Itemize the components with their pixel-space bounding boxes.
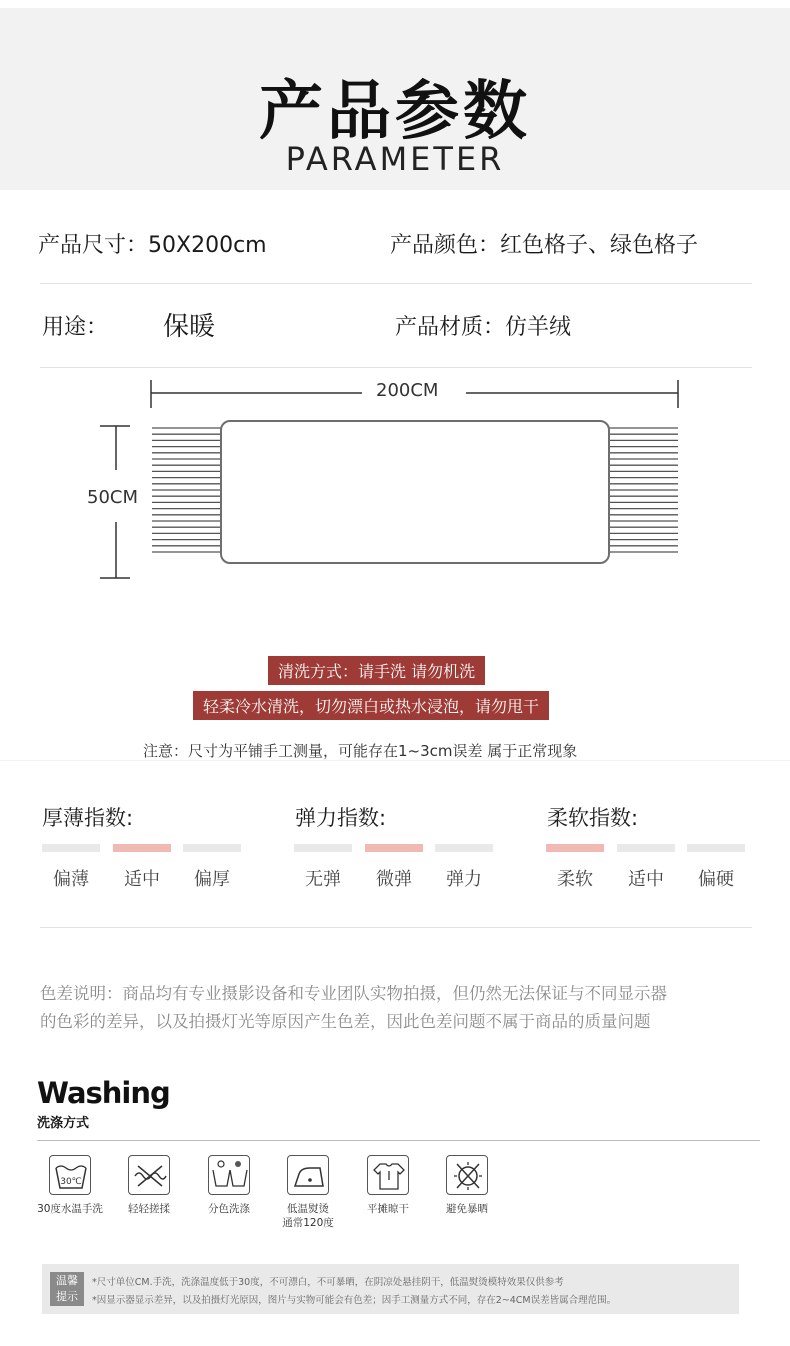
index-option: 偏硬 <box>698 869 734 890</box>
measurement-note: 注意：尺寸为平铺手工测量，可能存在1~3cm误差 属于正常现象 <box>143 742 578 760</box>
index-bar <box>42 844 100 852</box>
divider <box>0 760 790 761</box>
divider <box>40 927 752 928</box>
tips-box <box>42 1264 739 1314</box>
scarf-body <box>220 420 610 564</box>
tips-line: *因显示器显示差异，以及拍摄灯光原因，图片与实物可能会有色差；因手工测量方式不同，存在2~4CM误差皆属合理范围。 <box>92 1295 617 1306</box>
avoid-sun-icon <box>446 1155 488 1195</box>
hand-wash-temp: 30℃ <box>60 1177 82 1187</box>
index-title: 柔软指数: <box>547 806 639 830</box>
hand-wash-30-icon <box>49 1155 91 1195</box>
index-option: 微弹 <box>376 869 412 890</box>
page-subtitle: PARAMETER <box>285 140 505 178</box>
spec-material-value: 仿羊绒 <box>505 315 572 340</box>
spec-color-label: 产品颜色： <box>390 233 501 258</box>
wash-method-label: 清洗方式：请手洗 请勿机洗 <box>268 656 485 685</box>
disclaimer-line: 的色彩的差异，以及拍摄灯光等原因产生色差，因此色差问题不属于商品的质量问题 <box>40 1012 651 1031</box>
index-option: 偏厚 <box>194 869 230 890</box>
spec-use-label: 用途： <box>42 315 109 340</box>
wash-caption: 分色洗涤 <box>208 1203 250 1215</box>
spec-use-value: 保暖 <box>163 312 216 342</box>
index-title: 弹力指数: <box>295 806 387 830</box>
flat-dry-icon <box>367 1155 409 1195</box>
spec-color-value: 红色格子、绿色格子 <box>500 233 699 258</box>
index-option: 弹力 <box>446 869 482 890</box>
tips-line: *尺寸单位CM.手洗，洗涤温度低于30度，不可漂白，不可暴晒，在阴凉处悬挂阴干，低温熨烫模特效果仅供参考 <box>92 1277 564 1288</box>
index-bar <box>365 844 423 852</box>
index-bar <box>546 844 604 852</box>
wash-caption: 避免暴晒 <box>446 1203 488 1215</box>
washing-title: Washing <box>37 1076 170 1110</box>
washing-subtitle: 洗涤方式 <box>37 1116 90 1131</box>
gentle-wring-icon <box>128 1155 170 1195</box>
disclaimer-line: 色差说明：商品均有专业摄影设备和专业团队实物拍摄，但仍然无法保证与不同显示器 <box>40 984 667 1003</box>
fringe-left <box>152 428 222 552</box>
index-title: 厚薄指数: <box>42 806 134 830</box>
index-bar <box>617 844 675 852</box>
index-bar <box>687 844 745 852</box>
spec-size-value: 50X200cm <box>148 233 267 258</box>
index-option: 适中 <box>628 869 664 890</box>
length-dimension: 200CM <box>376 380 439 401</box>
index-option: 柔软 <box>557 869 593 890</box>
separate-wash-icon <box>208 1155 250 1195</box>
index-bar <box>183 844 241 852</box>
low-iron-icon <box>287 1155 329 1195</box>
divider <box>37 1140 760 1141</box>
index-bar <box>435 844 493 852</box>
fringe-right <box>608 428 678 552</box>
index-option: 适中 <box>124 869 160 890</box>
index-bar <box>294 844 352 852</box>
spec-material-label: 产品材质： <box>395 315 506 340</box>
spec-size-label: 产品尺寸： <box>38 233 149 258</box>
tips-badge-line: 温馨 <box>56 1274 78 1287</box>
width-dimension: 50CM <box>87 487 139 508</box>
wash-caption: 30度水温手洗 <box>37 1203 103 1215</box>
wash-caption: 平摊晾干 <box>367 1203 409 1215</box>
index-option: 偏薄 <box>53 869 89 890</box>
page-title: 产品参数 <box>259 75 531 149</box>
wash-detail-label: 轻柔冷水清洗，切勿漂白或热水浸泡，请勿甩干 <box>193 691 549 720</box>
tips-badge-line: 提示 <box>56 1290 78 1303</box>
tips-badge <box>50 1272 84 1306</box>
wash-caption: 轻轻搓揉 <box>128 1203 170 1215</box>
color-disclaimer <box>40 980 770 1036</box>
index-option: 无弹 <box>305 869 341 890</box>
wash-caption: 低温熨烫 通常120度 <box>282 1203 334 1229</box>
index-bar <box>113 844 171 852</box>
